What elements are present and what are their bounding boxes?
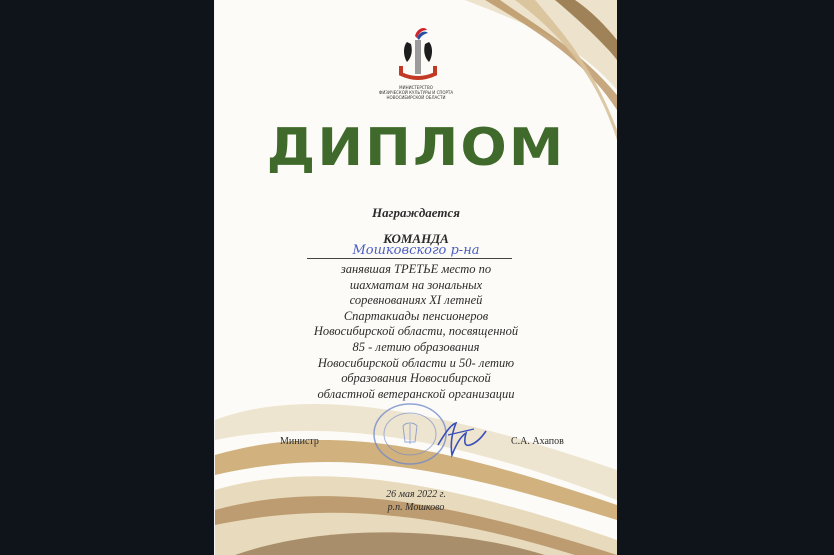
description-line: образования Новосибирской	[341, 371, 491, 386]
award-description	[215, 262, 617, 402]
signatory-name: С.А. Ахапов	[511, 436, 564, 447]
description-line: Спартакиады пенсионеров	[343, 308, 489, 323]
description-line: шахматам на зональных	[349, 277, 483, 292]
team-name-handwritten: Мошковского р-на	[352, 243, 480, 258]
issue-place: р.п. Мошково	[387, 502, 445, 513]
ministry-line: ФИЗИЧЕСКОЙ КУЛЬТУРЫ И СПОРТА	[378, 90, 454, 95]
description-line: 85 - летию образования	[352, 339, 480, 354]
signatory-position: Министр	[280, 436, 319, 447]
team-label: КОМАНДА	[383, 231, 449, 246]
issue-date: 26 мая 2022 г.	[386, 489, 446, 500]
diploma-page	[215, 0, 617, 555]
diploma-title: ДИПЛОМ	[266, 118, 566, 178]
description-line: соревнованиях XI летней	[349, 293, 483, 308]
description-line: Новосибирской области и 50- летию	[317, 355, 515, 370]
ministry-name	[215, 85, 617, 100]
description-line: областной ветеранской организации	[317, 386, 515, 401]
signature	[430, 415, 490, 460]
ministry-line: НОВОСИБИРСКОЙ ОБЛАСТИ	[386, 95, 446, 100]
ministry-line: МИНИСТЕРСТВО	[399, 85, 433, 90]
awarded-text: Награждается	[372, 205, 460, 220]
description-line: занявшая ТРЕТЬЕ место по	[340, 262, 492, 276]
description-line: Новосибирской области, посвященной	[313, 324, 519, 339]
ministry-coat-of-arms-logo	[393, 26, 443, 84]
team-name-underline	[307, 258, 512, 259]
